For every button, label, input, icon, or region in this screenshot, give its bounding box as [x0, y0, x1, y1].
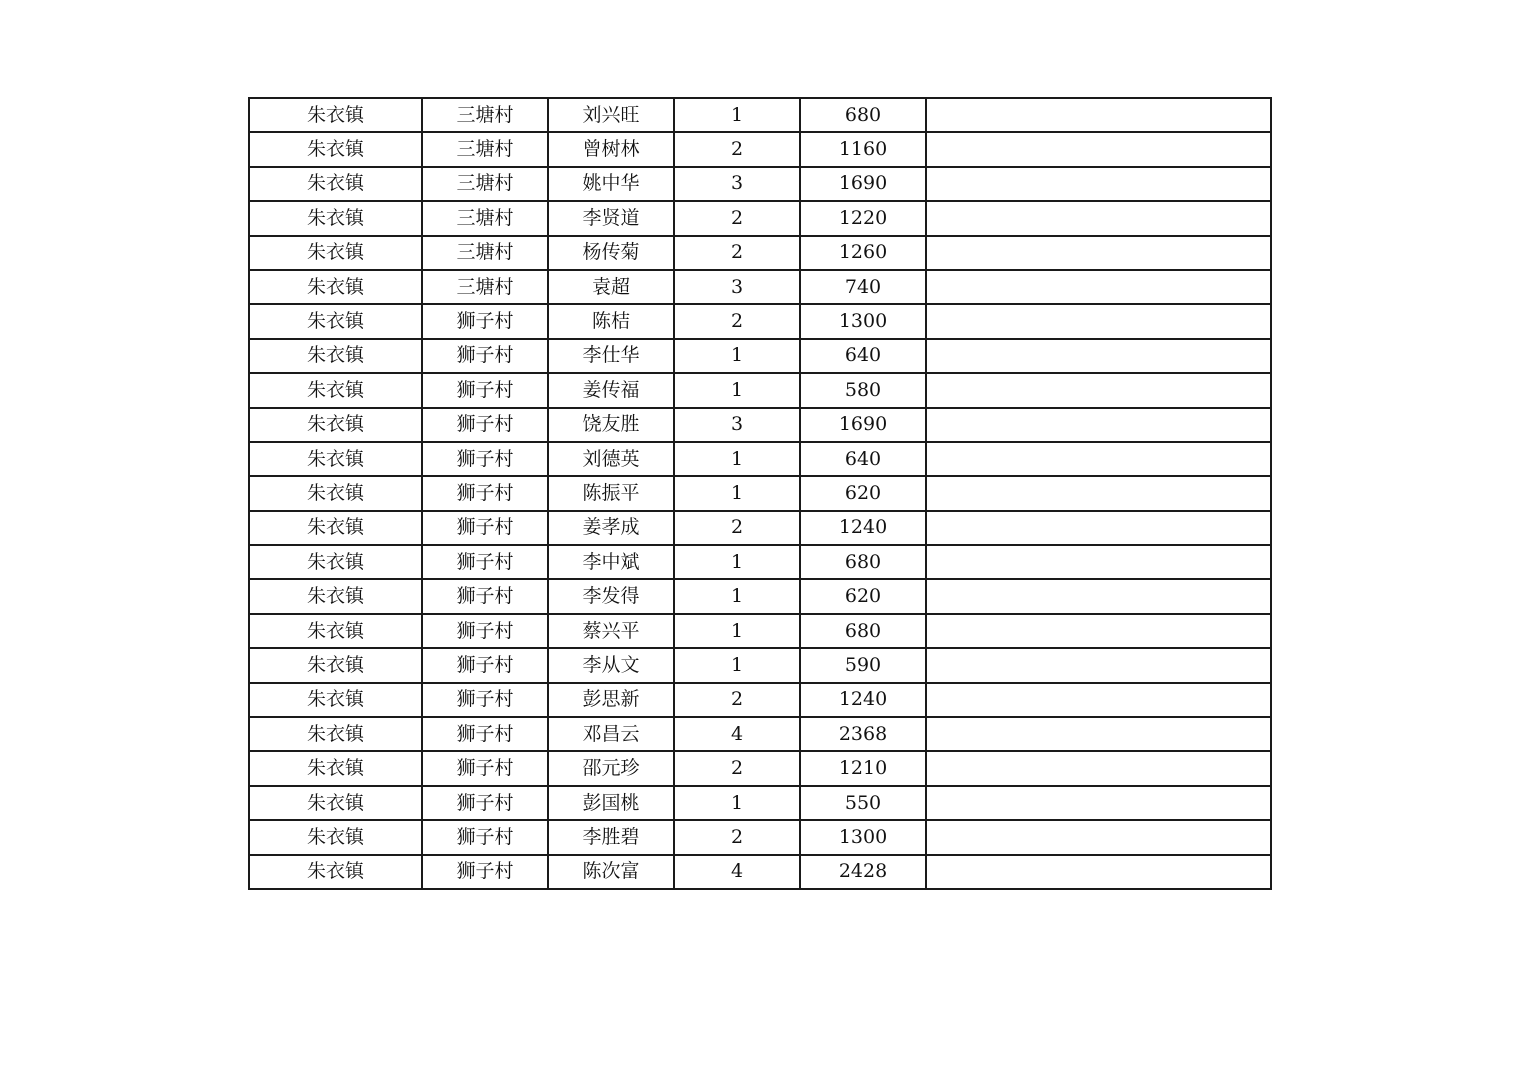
name-cell: 陈次富	[548, 855, 674, 889]
amount-cell: 620	[800, 476, 926, 510]
note-cell	[926, 270, 1271, 304]
name-cell: 李从文	[548, 648, 674, 682]
table-row	[249, 648, 1271, 682]
village-cell: 狮子村	[422, 820, 548, 854]
town-cell: 朱衣镇	[249, 751, 422, 785]
count-cell: 1	[674, 614, 800, 648]
village-cell: 狮子村	[422, 442, 548, 476]
name-cell: 刘德英	[548, 442, 674, 476]
amount-cell: 680	[800, 614, 926, 648]
name-cell: 姜传福	[548, 373, 674, 407]
count-cell: 2	[674, 236, 800, 270]
amount-cell: 1300	[800, 304, 926, 338]
town-cell: 朱衣镇	[249, 579, 422, 613]
note-cell	[926, 545, 1271, 579]
count-cell: 3	[674, 270, 800, 304]
count-cell: 1	[674, 442, 800, 476]
name-cell: 姜孝成	[548, 511, 674, 545]
name-cell: 陈振平	[548, 476, 674, 510]
count-cell: 3	[674, 167, 800, 201]
count-cell: 1	[674, 98, 800, 132]
town-cell: 朱衣镇	[249, 132, 422, 166]
note-cell	[926, 717, 1271, 751]
town-cell: 朱衣镇	[249, 98, 422, 132]
village-cell: 狮子村	[422, 751, 548, 785]
table-row	[249, 820, 1271, 854]
town-cell: 朱衣镇	[249, 476, 422, 510]
count-cell: 1	[674, 373, 800, 407]
table-row	[249, 132, 1271, 166]
count-cell: 1	[674, 786, 800, 820]
count-cell: 1	[674, 476, 800, 510]
town-cell: 朱衣镇	[249, 614, 422, 648]
amount-cell: 1690	[800, 408, 926, 442]
note-cell	[926, 201, 1271, 235]
town-cell: 朱衣镇	[249, 545, 422, 579]
town-cell: 朱衣镇	[249, 339, 422, 373]
note-cell	[926, 579, 1271, 613]
count-cell: 2	[674, 304, 800, 338]
table-row	[249, 98, 1271, 132]
amount-cell: 640	[800, 442, 926, 476]
town-cell: 朱衣镇	[249, 304, 422, 338]
name-cell: 邓昌云	[548, 717, 674, 751]
note-cell	[926, 339, 1271, 373]
note-cell	[926, 476, 1271, 510]
note-cell	[926, 820, 1271, 854]
town-cell: 朱衣镇	[249, 442, 422, 476]
name-cell: 彭国桃	[548, 786, 674, 820]
village-cell: 三塘村	[422, 236, 548, 270]
table-row	[249, 786, 1271, 820]
note-cell	[926, 98, 1271, 132]
table-row	[249, 442, 1271, 476]
note-cell	[926, 236, 1271, 270]
amount-cell: 1260	[800, 236, 926, 270]
note-cell	[926, 408, 1271, 442]
amount-cell: 620	[800, 579, 926, 613]
household-table	[248, 97, 1272, 890]
name-cell: 彭思新	[548, 683, 674, 717]
name-cell: 袁超	[548, 270, 674, 304]
town-cell: 朱衣镇	[249, 855, 422, 889]
table-row	[249, 476, 1271, 510]
table-row	[249, 270, 1271, 304]
note-cell	[926, 132, 1271, 166]
village-cell: 狮子村	[422, 614, 548, 648]
table-row	[249, 579, 1271, 613]
village-cell: 狮子村	[422, 648, 548, 682]
name-cell: 李胜碧	[548, 820, 674, 854]
amount-cell: 1690	[800, 167, 926, 201]
name-cell: 李仕华	[548, 339, 674, 373]
town-cell: 朱衣镇	[249, 373, 422, 407]
name-cell: 李贤道	[548, 201, 674, 235]
table-row	[249, 408, 1271, 442]
table-row	[249, 614, 1271, 648]
count-cell: 2	[674, 751, 800, 785]
amount-cell: 1220	[800, 201, 926, 235]
village-cell: 三塘村	[422, 167, 548, 201]
town-cell: 朱衣镇	[249, 511, 422, 545]
amount-cell: 550	[800, 786, 926, 820]
count-cell: 3	[674, 408, 800, 442]
note-cell	[926, 786, 1271, 820]
note-cell	[926, 751, 1271, 785]
town-cell: 朱衣镇	[249, 236, 422, 270]
count-cell: 2	[674, 201, 800, 235]
amount-cell: 1240	[800, 683, 926, 717]
amount-cell: 680	[800, 98, 926, 132]
amount-cell: 2428	[800, 855, 926, 889]
amount-cell: 2368	[800, 717, 926, 751]
count-cell: 4	[674, 717, 800, 751]
village-cell: 狮子村	[422, 579, 548, 613]
town-cell: 朱衣镇	[249, 201, 422, 235]
table-row	[249, 167, 1271, 201]
amount-cell: 1240	[800, 511, 926, 545]
note-cell	[926, 855, 1271, 889]
village-cell: 狮子村	[422, 786, 548, 820]
village-cell: 狮子村	[422, 717, 548, 751]
note-cell	[926, 683, 1271, 717]
note-cell	[926, 442, 1271, 476]
note-cell	[926, 614, 1271, 648]
table-row	[249, 304, 1271, 338]
note-cell	[926, 304, 1271, 338]
name-cell: 姚中华	[548, 167, 674, 201]
table-row	[249, 373, 1271, 407]
table-body	[249, 98, 1271, 889]
name-cell: 曾树林	[548, 132, 674, 166]
note-cell	[926, 648, 1271, 682]
village-cell: 三塘村	[422, 270, 548, 304]
table-row	[249, 201, 1271, 235]
note-cell	[926, 373, 1271, 407]
name-cell: 李发得	[548, 579, 674, 613]
village-cell: 三塘村	[422, 132, 548, 166]
village-cell: 狮子村	[422, 545, 548, 579]
town-cell: 朱衣镇	[249, 648, 422, 682]
note-cell	[926, 511, 1271, 545]
village-cell: 狮子村	[422, 373, 548, 407]
town-cell: 朱衣镇	[249, 820, 422, 854]
count-cell: 1	[674, 648, 800, 682]
count-cell: 2	[674, 132, 800, 166]
name-cell: 刘兴旺	[548, 98, 674, 132]
village-cell: 三塘村	[422, 98, 548, 132]
amount-cell: 740	[800, 270, 926, 304]
table-row	[249, 545, 1271, 579]
count-cell: 4	[674, 855, 800, 889]
town-cell: 朱衣镇	[249, 270, 422, 304]
table-row	[249, 855, 1271, 889]
name-cell: 饶友胜	[548, 408, 674, 442]
amount-cell: 1300	[800, 820, 926, 854]
table-row	[249, 339, 1271, 373]
amount-cell: 640	[800, 339, 926, 373]
town-cell: 朱衣镇	[249, 717, 422, 751]
town-cell: 朱衣镇	[249, 408, 422, 442]
town-cell: 朱衣镇	[249, 786, 422, 820]
count-cell: 2	[674, 511, 800, 545]
village-cell: 狮子村	[422, 408, 548, 442]
table-row	[249, 683, 1271, 717]
table-row	[249, 236, 1271, 270]
name-cell: 邵元珍	[548, 751, 674, 785]
town-cell: 朱衣镇	[249, 167, 422, 201]
name-cell: 蔡兴平	[548, 614, 674, 648]
amount-cell: 580	[800, 373, 926, 407]
village-cell: 狮子村	[422, 339, 548, 373]
amount-cell: 680	[800, 545, 926, 579]
name-cell: 李中斌	[548, 545, 674, 579]
count-cell: 1	[674, 339, 800, 373]
count-cell: 2	[674, 820, 800, 854]
table-row	[249, 717, 1271, 751]
name-cell: 陈桔	[548, 304, 674, 338]
note-cell	[926, 167, 1271, 201]
amount-cell: 590	[800, 648, 926, 682]
count-cell: 1	[674, 579, 800, 613]
count-cell: 1	[674, 545, 800, 579]
village-cell: 狮子村	[422, 683, 548, 717]
name-cell: 杨传菊	[548, 236, 674, 270]
village-cell: 狮子村	[422, 855, 548, 889]
amount-cell: 1210	[800, 751, 926, 785]
village-cell: 三塘村	[422, 201, 548, 235]
count-cell: 2	[674, 683, 800, 717]
amount-cell: 1160	[800, 132, 926, 166]
village-cell: 狮子村	[422, 304, 548, 338]
table-row	[249, 751, 1271, 785]
town-cell: 朱衣镇	[249, 683, 422, 717]
village-cell: 狮子村	[422, 511, 548, 545]
table-row	[249, 511, 1271, 545]
village-cell: 狮子村	[422, 476, 548, 510]
